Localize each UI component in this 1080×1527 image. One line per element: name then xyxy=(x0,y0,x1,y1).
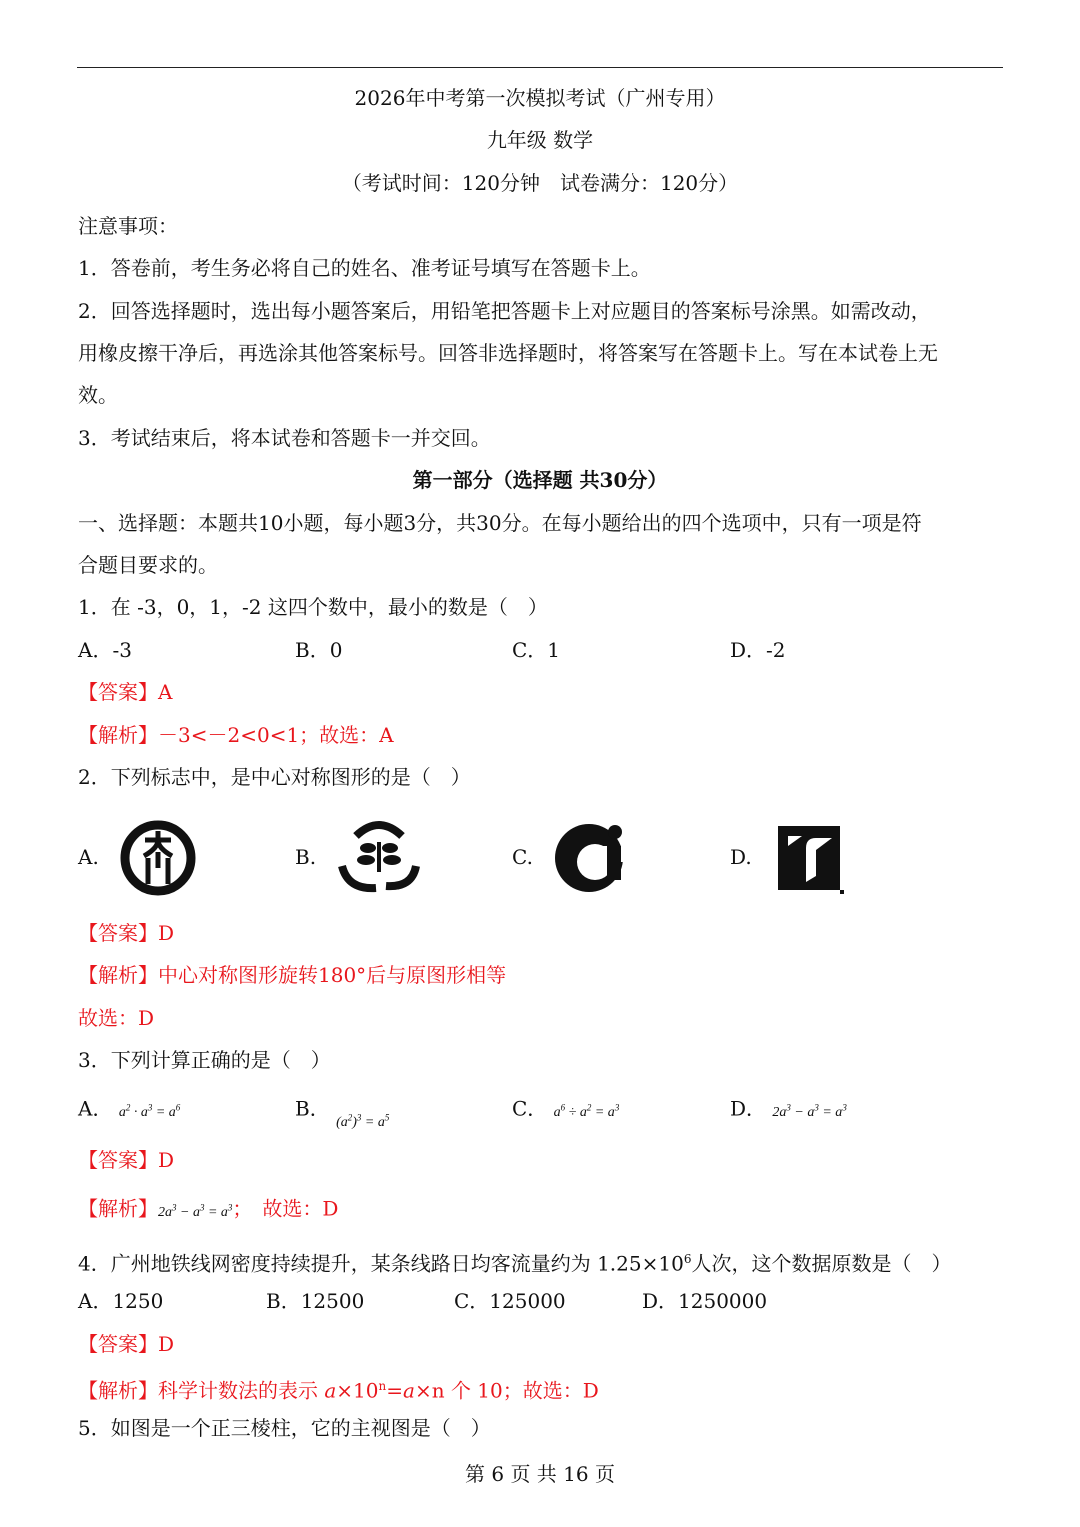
q4-option-c: C．125000 xyxy=(454,1289,566,1313)
q5-stem: 5．如图是一个正三棱柱，它的主视图是（ ） xyxy=(78,1416,491,1440)
q2-analysis-tag: 【解析】 xyxy=(78,963,158,987)
q2-analysis xyxy=(78,961,506,989)
q1-option-d: D．-2 xyxy=(730,638,786,662)
q3-analysis-tag: 【解析】 xyxy=(78,1196,158,1221)
page-footer: 第 6 页 共 16 页 xyxy=(465,1462,615,1486)
q2-answer-tag: 【答案】 xyxy=(78,921,158,945)
section-intro-line-1: 一、选择题：本题共10小题，每小题3分，共30分。在每小题给出的四个选项中，只有一项是符 xyxy=(78,511,922,535)
q2-option-a: A. xyxy=(78,845,99,869)
q2-answer-value: D xyxy=(158,921,175,945)
q4-analysis-part-1: 科学计数法的表示 xyxy=(158,1378,325,1403)
header-rule xyxy=(77,67,1003,68)
q1-analysis-tag: 【解析】 xyxy=(78,723,158,747)
q3-answer-value: D xyxy=(158,1148,175,1172)
note-3: 3．考试结束后，将本试卷和答题卡一并交回。 xyxy=(78,426,491,450)
q2-answer xyxy=(78,919,174,947)
q1-option-b: B．0 xyxy=(295,638,343,662)
note-1: 1．答卷前，考生务必将自己的姓名、准考证号填写在答题卡上。 xyxy=(78,256,651,280)
q1-answer-value: A xyxy=(158,680,173,704)
exam-meta: （考试时间：120分钟 试卷满分：120分） xyxy=(341,171,739,195)
q3-stem: 3．下列计算正确的是（ ） xyxy=(78,1048,331,1072)
q4-analysis xyxy=(78,1372,599,1405)
q4-stem-part-1: 4．广州地铁线网密度持续提升，某条线路日均客流量约为 1.25×10 xyxy=(78,1251,684,1276)
section-intro-line-2: 合题目要求的。 xyxy=(78,553,218,577)
q2-option-c: C. xyxy=(512,845,533,869)
logo-d-icon xyxy=(776,824,848,898)
q4-option-b: B．12500 xyxy=(266,1289,365,1313)
q4-answer-tag: 【答案】 xyxy=(78,1332,158,1356)
q4-analysis-var-2: a xyxy=(403,1378,415,1403)
q1-analysis-text: －3<－2<0<1；故选：A xyxy=(158,723,394,747)
q3-option-a-label: A． xyxy=(78,1096,113,1121)
q4-option-d: D．1250000 xyxy=(642,1289,768,1313)
q1-answer xyxy=(78,678,172,706)
q3-analysis-formula: $2a^3 - a^3 = a^3$ xyxy=(158,1202,233,1220)
exam-subtitle: 九年级 数学 xyxy=(486,128,594,152)
q3-option-c-formula: $a^6 \div a^2 = a^3$ xyxy=(553,1102,620,1120)
q1-analysis xyxy=(78,721,394,749)
q4-stem-exponent: 6 xyxy=(683,1252,692,1266)
q1-answer-tag: 【答案】 xyxy=(78,680,158,704)
q3-answer-tag: 【答案】 xyxy=(78,1148,158,1172)
q4-analysis-part-2: ×10 xyxy=(336,1378,379,1403)
note-2-line-3: 效。 xyxy=(78,383,118,407)
q4-analysis-var: a xyxy=(324,1378,337,1403)
q3-option-b xyxy=(295,1093,390,1130)
q3-option-b-formula: (a2)3 = a5 xyxy=(336,1112,390,1130)
q3-option-d-label: D． xyxy=(730,1096,767,1121)
logo-a-icon xyxy=(118,818,198,898)
q3-option-c xyxy=(512,1093,619,1127)
q2-option-d: D. xyxy=(730,845,752,869)
section-title: 第一部分（选择题 共30分） xyxy=(412,468,668,492)
q4-analysis-exponent: n xyxy=(378,1379,387,1393)
q3-option-a xyxy=(78,1093,180,1127)
q4-analysis-tag: 【解析】 xyxy=(78,1378,158,1403)
q4-analysis-part-3: = xyxy=(386,1378,404,1403)
q3-option-b-label: B． xyxy=(295,1096,330,1121)
q2-stem: 2．下列标志中，是中心对称图形的是（ ） xyxy=(78,765,471,789)
q4-analysis-part-4: ×n 个 10；故选：D xyxy=(414,1378,599,1403)
q3-option-d xyxy=(730,1093,847,1127)
q2-analysis-text: 中心对称图形旋转180°后与原图形相等 xyxy=(158,963,507,987)
q1-option-a: A．-3 xyxy=(78,638,132,662)
q2-option-b: B. xyxy=(295,845,317,869)
q4-answer xyxy=(78,1330,174,1358)
q2-conclusion: 故选：D xyxy=(78,1006,155,1030)
note-2-line-2: 用橡皮擦干净后，再选涂其他答案标号。回答非选择题时，将答案写在答题卡上。写在本试卷上无 xyxy=(78,341,938,365)
logo-b-icon xyxy=(334,818,424,898)
q1-stem: 1．在 -3，0，1，-2 这四个数中，最小的数是（ ） xyxy=(78,595,548,619)
notes-heading: 注意事项： xyxy=(78,214,178,238)
q3-analysis-text: ； 故选：D xyxy=(232,1196,339,1221)
q4-stem xyxy=(78,1245,951,1278)
q3-option-d-formula: $2a^3 - a^3 = a^3$ xyxy=(772,1102,847,1120)
exam-title: 2026年中考第一次模拟考试（广州专用） xyxy=(354,86,726,110)
q4-option-a: A．1250 xyxy=(78,1289,164,1313)
note-2-line-1: 2．回答选择题时，选出每小题答案后，用铅笔把答题卡上对应题目的答案标号涂黑。如需改动， xyxy=(78,299,931,323)
logo-c-icon xyxy=(551,816,631,896)
q3-option-a-formula: $a^2 \cdot a^3 = a^6$ xyxy=(118,1102,181,1120)
q3-answer xyxy=(78,1146,174,1174)
q3-option-c-label: C． xyxy=(512,1096,548,1121)
q1-option-c: C．1 xyxy=(512,638,561,662)
q3-analysis xyxy=(78,1193,338,1227)
q4-answer-value: D xyxy=(158,1332,175,1356)
q4-stem-part-2: 人次，这个数据原数是（ ） xyxy=(691,1251,952,1276)
